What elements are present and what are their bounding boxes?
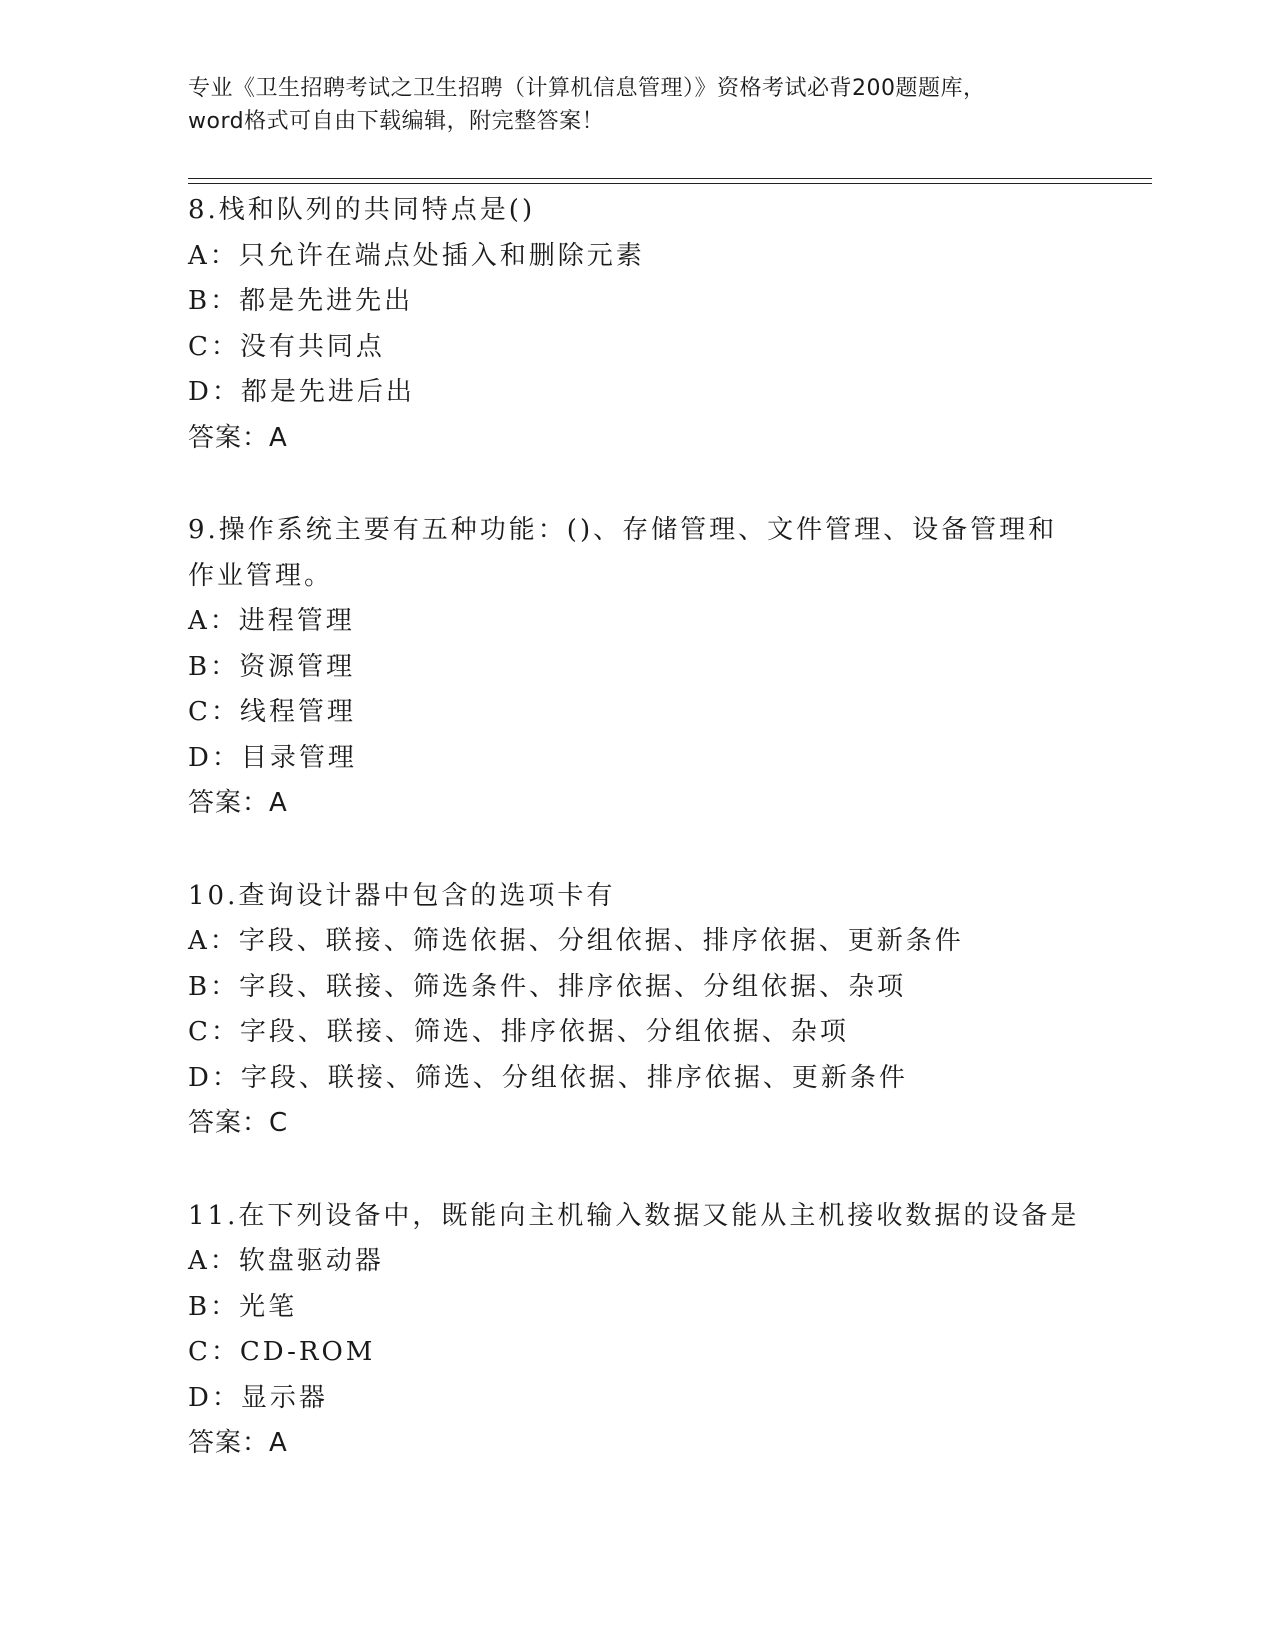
question-stem-line-2: 作业管理。 [188,560,334,591]
option-d: D：都是先进后出 [188,377,415,407]
header-divider-bottom [188,183,1152,184]
header-divider-top [188,178,1152,179]
option-c: C：线程管理 [188,697,356,727]
option-d: D：字段、联接、筛选、分组依据、排序依据、更新条件 [188,1062,908,1093]
option-d: D：显示器 [188,1382,328,1413]
question-8 [188,188,1088,461]
option-b: B：字段、联接、筛选条件、排序依据、分组依据、杂项 [188,971,907,1002]
option-c: C：没有共同点 [188,331,385,362]
option-c: C：CD-ROM [188,1337,376,1367]
option-c: C：字段、联接、筛选、排序依据、分组依据、杂项 [188,1017,849,1047]
option-a: A：进程管理 [188,606,355,636]
question-stem: 11.在下列设备中，既能向主机输入数据又能从主机接收数据的设备是 [188,1200,1080,1231]
question-stem-line-1: 9.操作系统主要有五种功能：()、存储管理、文件管理、设备管理和 [188,515,1058,545]
answer-line: 答案：A [188,788,288,818]
question-10 [188,874,1088,1147]
header-line-2: word格式可自由下载编辑，附完整答案！ [188,109,605,134]
option-b: B：资源管理 [188,651,356,682]
question-9 [188,508,1088,827]
document-header [188,72,1088,138]
option-d: D：目录管理 [188,742,357,773]
answer-line: 答案：A [188,1428,288,1458]
question-stem: 8.栈和队列的共同特点是() [188,195,536,225]
header-line-1: 专业《卫生招聘考试之卫生招聘（计算机信息管理）》资格考试必背200题题库， [188,76,986,101]
option-a: A：软盘驱动器 [188,1246,384,1276]
option-a: A：只允许在端点处插入和删除元素 [188,240,645,271]
question-list [188,188,1088,1514]
option-b: B：光笔 [188,1291,298,1322]
answer-line: 答案：C [188,1108,289,1138]
answer-line: 答案：A [188,422,288,453]
question-11 [188,1194,1088,1467]
option-b: B：都是先进先出 [188,286,414,316]
question-stem: 10.查询设计器中包含的选项卡有 [188,880,616,911]
option-a: A：字段、联接、筛选依据、分组依据、排序依据、更新条件 [188,926,964,956]
